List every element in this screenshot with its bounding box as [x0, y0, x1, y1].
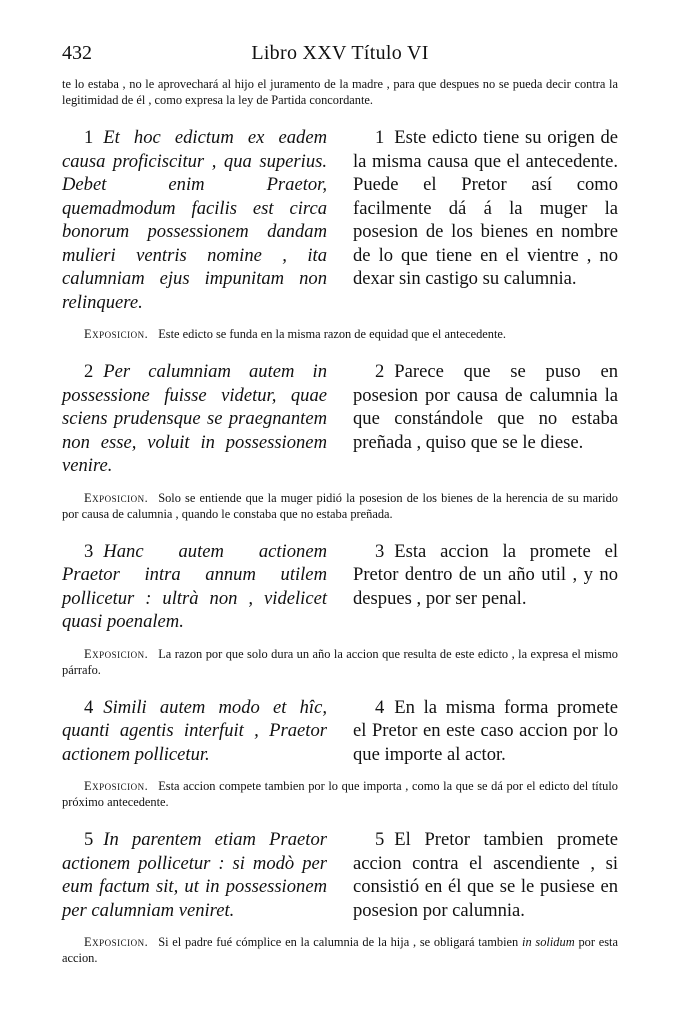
exposicion-label: Exposicion. — [84, 646, 149, 661]
section-number: 1 — [84, 127, 94, 148]
spanish-body: Esta accion la promete el Pretor dentro de un año util , y no despues , por ser penal. — [353, 540, 618, 609]
exposicion-text: Solo se entiende que la muger pidió la posesion de los bienes de la herencia de su marido por causa de calumnia , quando le constaba que no estaba preñada. — [62, 490, 618, 521]
spanish-text — [353, 540, 618, 634]
spanish-text — [353, 360, 618, 478]
spanish-text — [353, 696, 618, 767]
exposicion-text-end: por esta accion. — [62, 935, 618, 965]
exposicion-2 — [62, 490, 618, 522]
latin-text — [62, 360, 327, 478]
running-title: Libro XXV Título VI — [251, 42, 429, 64]
section-number: 3 — [84, 540, 94, 562]
spanish-text — [353, 828, 618, 922]
section-4 — [62, 696, 618, 767]
exposicion-label: Exposicion. — [84, 779, 149, 793]
spanish-body: En la misma forma promete el Pretor en este caso accion por lo que importe al actor. — [353, 696, 618, 765]
page — [62, 42, 618, 966]
latin-text — [62, 828, 327, 922]
exposicion-label: Exposicion. — [84, 327, 149, 341]
exposicion-text: Este edicto se funda en la misma razon de equidad que el antecedente. — [158, 327, 507, 341]
exposicion-4 — [62, 778, 618, 810]
spanish-body: Este edicto tiene su origen de la misma causa que el antecedente. Puede el Pretor así como facilmente dá á la muger la posesion de los bienes en nombre de lo que tiene en el vientre , no dexar sin castigo su calumnia. — [353, 127, 618, 289]
latin-body: Per calumniam autem in possessione fuisse videtur, quae sciens prudensque se praegnantem non esse, voluit in possessionem venire. — [62, 361, 327, 476]
exposicion-label: Exposicion. — [84, 490, 149, 505]
section-3 — [62, 540, 618, 634]
exposicion-italic: in solidum — [522, 935, 575, 949]
section-1 — [62, 126, 618, 314]
section-number: 4 — [84, 696, 94, 718]
exposicion-text: Esta accion compete tambien por lo que importa , como la que se dá por el edicto del título próximo antecedente. — [62, 779, 618, 809]
section-number: 4 — [375, 696, 385, 718]
exposicion-text: Si el padre fué cómplice en la calumnia de la hija , se obligará tambien — [158, 935, 519, 949]
section-number: 2 — [84, 361, 94, 382]
latin-body: Hanc autem actionem Praetor intra annum utilem pollicetur : ultrà non , videlicet quasi poenalem. — [62, 540, 327, 632]
section-number: 5 — [84, 829, 94, 850]
spanish-body: Parece que se puso en posesion por causa de calumnia la que constándole que no estaba preñada , quiso que se le diese. — [353, 361, 618, 453]
latin-body: Simili autem modo et hîc, quanti agentis interfuit , Praetor actionem pollicetur. — [62, 696, 327, 765]
section-number: 3 — [375, 540, 385, 562]
exposicion-label: Exposicion. — [84, 935, 149, 949]
spanish-body: El Pretor tambien promete accion contra el ascendiente , si consistió en él que se le pusiese en posesion por calumnia. — [353, 829, 618, 921]
latin-text — [62, 126, 327, 314]
exposicion-5 — [62, 934, 618, 966]
spanish-text — [353, 126, 618, 314]
section-number: 5 — [375, 829, 385, 850]
exposicion-3 — [62, 646, 618, 678]
section-number: 2 — [375, 361, 385, 382]
section-5 — [62, 828, 618, 922]
latin-text — [62, 540, 327, 634]
intro-paragraph: te lo estaba , no le aprovechará al hijo el juramento de la madre , para que despues no se pueda decir contra la legitimidad de él , como expresa la ley de Partida concordante. — [62, 77, 618, 107]
exposicion-1 — [62, 326, 618, 342]
latin-body: Et hoc edictum ex eadem causa proficiscitur , qua superius. Debet enim Praetor, quemadmodum facilis est circa bonorum possessionem dandam mulieri ventris nomine , ita calumniam ejus impunitam non relinquere. — [62, 127, 327, 313]
page-number: 432 — [62, 42, 92, 64]
latin-body: In parentem etiam Praetor actionem pollicetur : si modò per eum factum sit, ut in possessionem per calumniam veniret. — [62, 829, 327, 921]
section-2 — [62, 360, 618, 478]
latin-text — [62, 696, 327, 767]
page-header — [62, 42, 618, 72]
section-number: 1 — [375, 127, 385, 148]
exposicion-text: La razon por que solo dura un año la accion que resulta de este edicto , la expresa el mismo párrafo. — [62, 646, 618, 677]
